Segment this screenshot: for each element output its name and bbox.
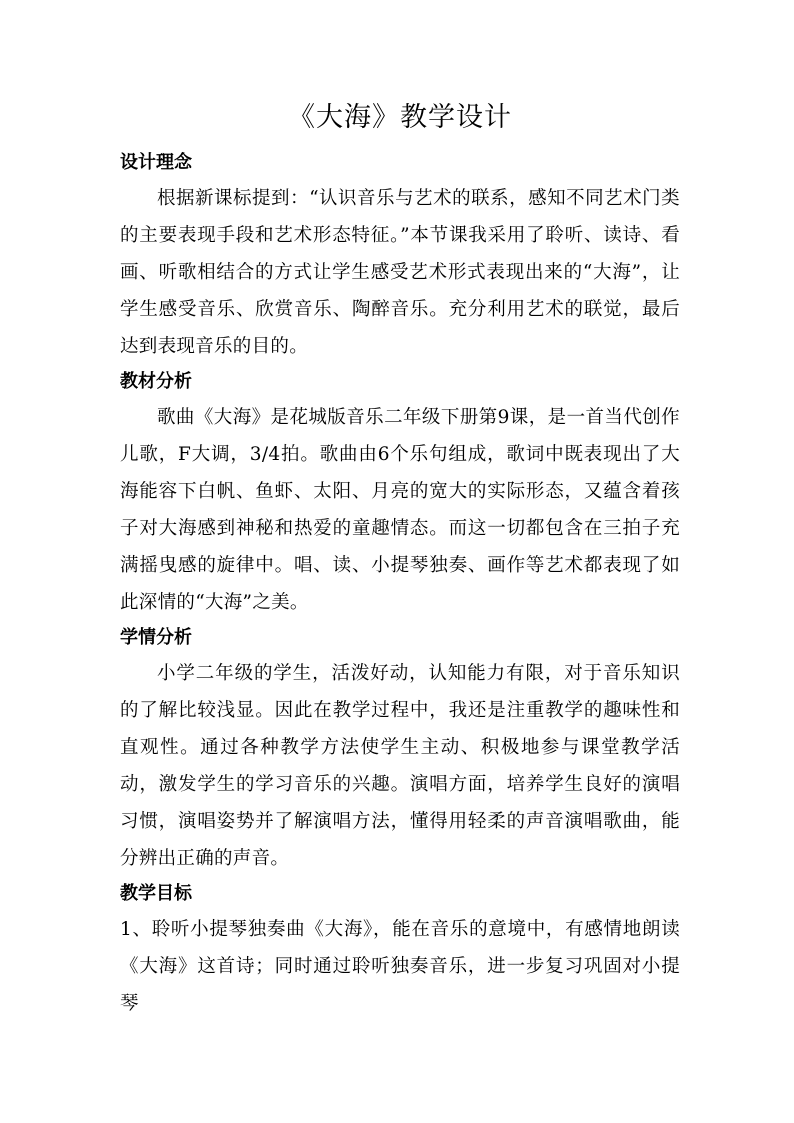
section-student-analysis (120, 621, 680, 877)
section-heading: 学情分析 (120, 627, 192, 648)
goal-item: 1、聆听小提琴独奏曲《大海》，能在音乐的意境中，有感情地朗读《大海》这首诗；同时通过聆听独奏音乐，进一步复习巩固对小提琴 (120, 919, 680, 1014)
section-heading: 教材分析 (120, 371, 192, 392)
section-teaching-goals (120, 877, 680, 1022)
document-page (120, 96, 680, 1022)
section-heading: 教学目标 (120, 883, 192, 904)
section-paragraph: 小学二年级的学生，活泼好动，认知能力有限，对于音乐知识的了解比较浅显。因此在教学过程中，我还是注重教学的趣味性和直观性。通过各种教学方法使学生主动、积极地参与课堂教学活动，激发学生的学习音乐的兴趣。演唱方面，培养学生良好的演唱习惯，演唱姿势并了解演唱方法，懂得用轻柔的声音演唱歌曲，能分辨出正确的声音。 (120, 663, 680, 869)
section-paragraph: 歌曲《大海》是花城版音乐二年级下册第9课，是一首当代创作儿歌，F大调，3/4拍。歌曲由6个乐句组成，歌词中既表现出了大海能容下白帆、鱼虾、太阳、月亮的宽大的实际形态，又蕴含着孩子对大海感到神秘和热爱的童趣情态。而这一切都包含在三拍子充满摇曳感的旋律中。唱、读、小提琴独奏、画作等艺术都表现了如此深情的“大海”之美。 (120, 407, 680, 613)
section-design-concept (120, 146, 680, 365)
document-title: 《大海》教学设计 (288, 102, 512, 133)
section-material-analysis (120, 365, 680, 621)
section-paragraph: 根据新课标提到：“认识音乐与艺术的联系，感知不同艺术门类的主要表现手段和艺术形态特征。”本节课我采用了聆听、读诗、看画、听歌相结合的方式让学生感受艺术形式表现出来的“大海”，让学生感受音乐、欣赏音乐、陶醉音乐。充分利用艺术的联觉，最后达到表现音乐的目的。 (120, 188, 680, 357)
section-heading: 设计理念 (120, 152, 192, 173)
